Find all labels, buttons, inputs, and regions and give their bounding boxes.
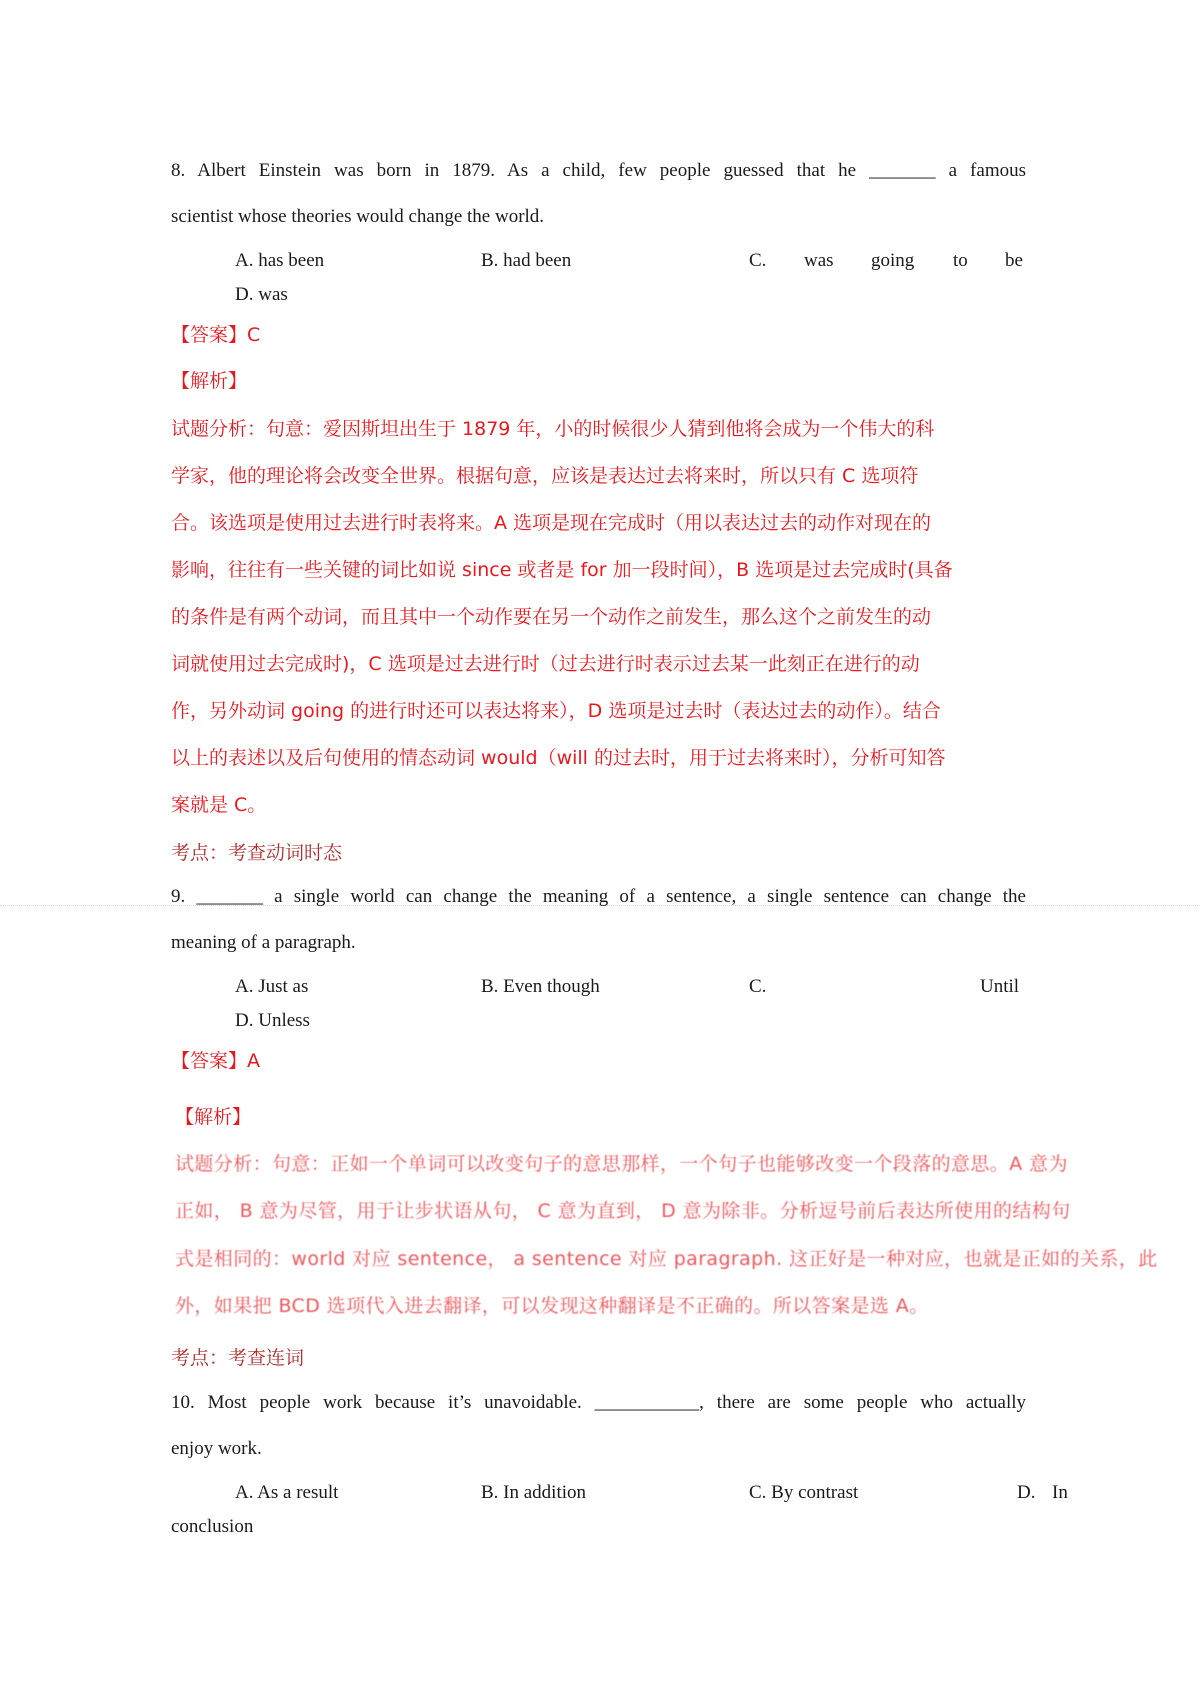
- q10-option-d-letter: D.: [1017, 1482, 1036, 1503]
- q8-option-c-word2: going: [871, 250, 915, 271]
- q10-option-a: A. As a result: [235, 1482, 339, 1503]
- q8-kaodian: 考点：考查动词时态: [171, 842, 343, 864]
- q10-option-d-word: In: [1052, 1482, 1068, 1503]
- q9-analysis-label: 【解析】: [175, 1106, 252, 1128]
- q9-option-c-word: Until: [980, 976, 1020, 997]
- q8-analysis-line: 影响，往往有一些关键的词比如说 since 或者是 for 加一段时间），B 选项是过去完成时(具备: [171, 559, 953, 581]
- q10-option-b: B. In addition: [481, 1482, 587, 1503]
- q9-kaodian: 考点：考查连词: [171, 1347, 305, 1369]
- q9-option-a: A. Just as: [235, 976, 309, 997]
- q8-analysis-line: 词就使用过去完成时)，C 选项是过去进行时（过去进行时表示过去某一此刻正在进行的动: [171, 653, 920, 675]
- q8-stem-line1: 8. Albert Einstein was born in 1879. As a child, few people guessed that he _______ a famous: [171, 160, 1026, 181]
- q8-analysis-line: 案就是 C。: [171, 794, 267, 816]
- q8-analysis-line: 试题分析：句意：爱因斯坦出生于 1879 年，小的时候很少人猜到他将会成为一个伟大的科: [171, 418, 935, 440]
- q8-option-d: D. was: [235, 284, 288, 305]
- q8-stem-line2: scientist whose theories would change the world.: [171, 206, 545, 227]
- q9-analysis-line: 外，如果把 BCD 选项代入进去翻译，可以发现这种翻译是不正确的。所以答案是选 A。: [175, 1295, 929, 1317]
- q9-answer: 【答案】A: [171, 1050, 260, 1072]
- q8-option-c-word1: was: [804, 250, 834, 271]
- q8-analysis-line: 的条件是有两个动词，而且其中一个动作要在另一个动作之前发生，那么这个之前发生的动: [171, 606, 932, 628]
- q10-stem-line2: enjoy work.: [171, 1438, 262, 1459]
- q8-option-c-word3: to: [953, 250, 968, 271]
- q8-option-a: A. has been: [235, 250, 325, 271]
- q8-analysis-line: 以上的表述以及后句使用的情态动词 would（will 的过去时，用于过去将来时），分析可知答: [171, 747, 946, 769]
- q8-analysis-label: 【解析】: [171, 370, 248, 392]
- q8-answer: 【答案】C: [171, 324, 261, 346]
- q9-stem-line1: 9. _______ a single world can change the meaning of a sentence, a single sentence can change the: [171, 886, 1026, 907]
- q8-analysis-line: 学家，他的理论将会改变全世界。根据句意，应该是表达过去将来时，所以只有 C 选项符: [171, 465, 919, 487]
- q9-analysis-line: 式是相同的：world 对应 sentence， a sentence 对应 paragraph. 这正好是一种对应，也就是正如的关系，此: [175, 1248, 1158, 1270]
- q9-analysis-line: 正如， B 意为尽管，用于让步状语从句， C 意为直到， D 意为除非。分析逗号前后表达所使用的结构句: [175, 1200, 1071, 1222]
- q8-analysis-line: 合。该选项是使用过去进行时表将来。A 选项是现在完成时（用以表达过去的动作对现在的: [171, 512, 932, 534]
- q9-option-b: B. Even though: [481, 976, 600, 997]
- q8-option-c-word4: be: [1005, 250, 1023, 271]
- q10-option-c: C. By contrast: [749, 1482, 859, 1503]
- q9-option-d: D. Unless: [235, 1010, 310, 1031]
- q8-option-c-letter: C.: [749, 250, 767, 271]
- q10-stem-line1: 10. Most people work because it’s unavoidable. ___________, there are some people who actually: [171, 1392, 1026, 1413]
- q9-analysis-line: 试题分析：句意：正如一个单词可以改变句子的意思那样，一个句子也能够改变一个段落的意思。A 意为: [175, 1153, 1068, 1175]
- q9-stem-line2: meaning of a paragraph.: [171, 932, 356, 953]
- q10-option-d-continued: conclusion: [171, 1516, 254, 1537]
- q9-option-c-letter: C.: [749, 976, 767, 997]
- q8-analysis-line: 作，另外动词 going 的进行时还可以表达将来），D 选项是过去时（表达过去的动作）。结合: [171, 700, 941, 722]
- q8-option-b: B. had been: [481, 250, 572, 271]
